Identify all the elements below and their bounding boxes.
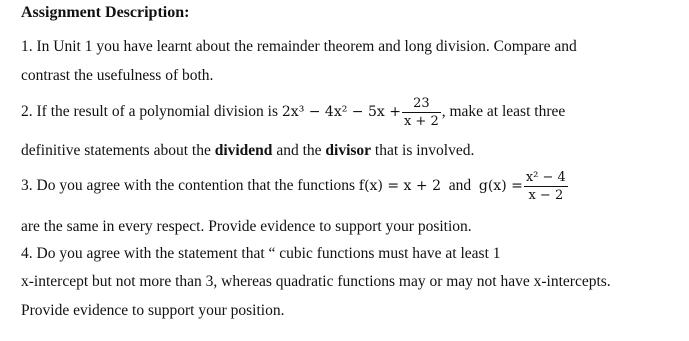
question-3-line-2: are the same in every respect. Provide evidence to support your position. <box>21 218 472 235</box>
question-3-fraction <box>524 170 568 203</box>
question-4-line-3: Provide evidence to support your position. <box>21 302 285 319</box>
question-3-fraction-denominator: x − 2 <box>524 186 568 203</box>
dividend-term: dividend <box>214 142 273 159</box>
question-2-text-c: that is involved. <box>371 142 475 159</box>
question-3-f-expression: f(x) = x + 2 <box>358 178 441 195</box>
question-2-line-2 <box>21 142 474 160</box>
question-2-fraction <box>402 96 441 129</box>
question-2-fraction-numerator: 23 <box>413 96 430 111</box>
question-2-suffix: , make at least three <box>441 103 566 121</box>
question-2-fraction-denominator: x + 2 <box>403 114 439 129</box>
question-3-fraction-numerator: x² − 4 <box>525 170 566 185</box>
question-3-line-1 <box>21 170 569 203</box>
question-2-prefix: 2. If the result of a polynomial division is <box>21 103 282 121</box>
question-3-and: and <box>440 177 479 195</box>
divisor-term: divisor <box>325 142 372 159</box>
question-1-line-1: 1. In Unit 1 you have learnt about the remainder theorem and long division. Compare and <box>21 38 577 55</box>
question-2-line-1 <box>21 96 565 129</box>
question-2-polynomial: 2x³ − 4x² − 5x + <box>281 104 401 121</box>
question-2-text-a: definitive statements about the <box>21 142 215 159</box>
question-3-prefix: 3. Do you agree with the contention that the functions <box>21 177 359 195</box>
question-2-text-b: and the <box>272 142 326 159</box>
question-3-g-expression: g(x) = <box>478 178 523 195</box>
question-1-line-2: contrast the usefulness of both. <box>21 67 214 84</box>
question-4-line-2: x-intercept but not more than 3, whereas quadratic functions may or may not have x-intercepts. <box>21 273 611 290</box>
question-4-line-1: 4. Do you agree with the statement that “ cubic functions must have at least 1 <box>21 245 501 262</box>
assignment-title: Assignment Description: <box>21 4 190 21</box>
